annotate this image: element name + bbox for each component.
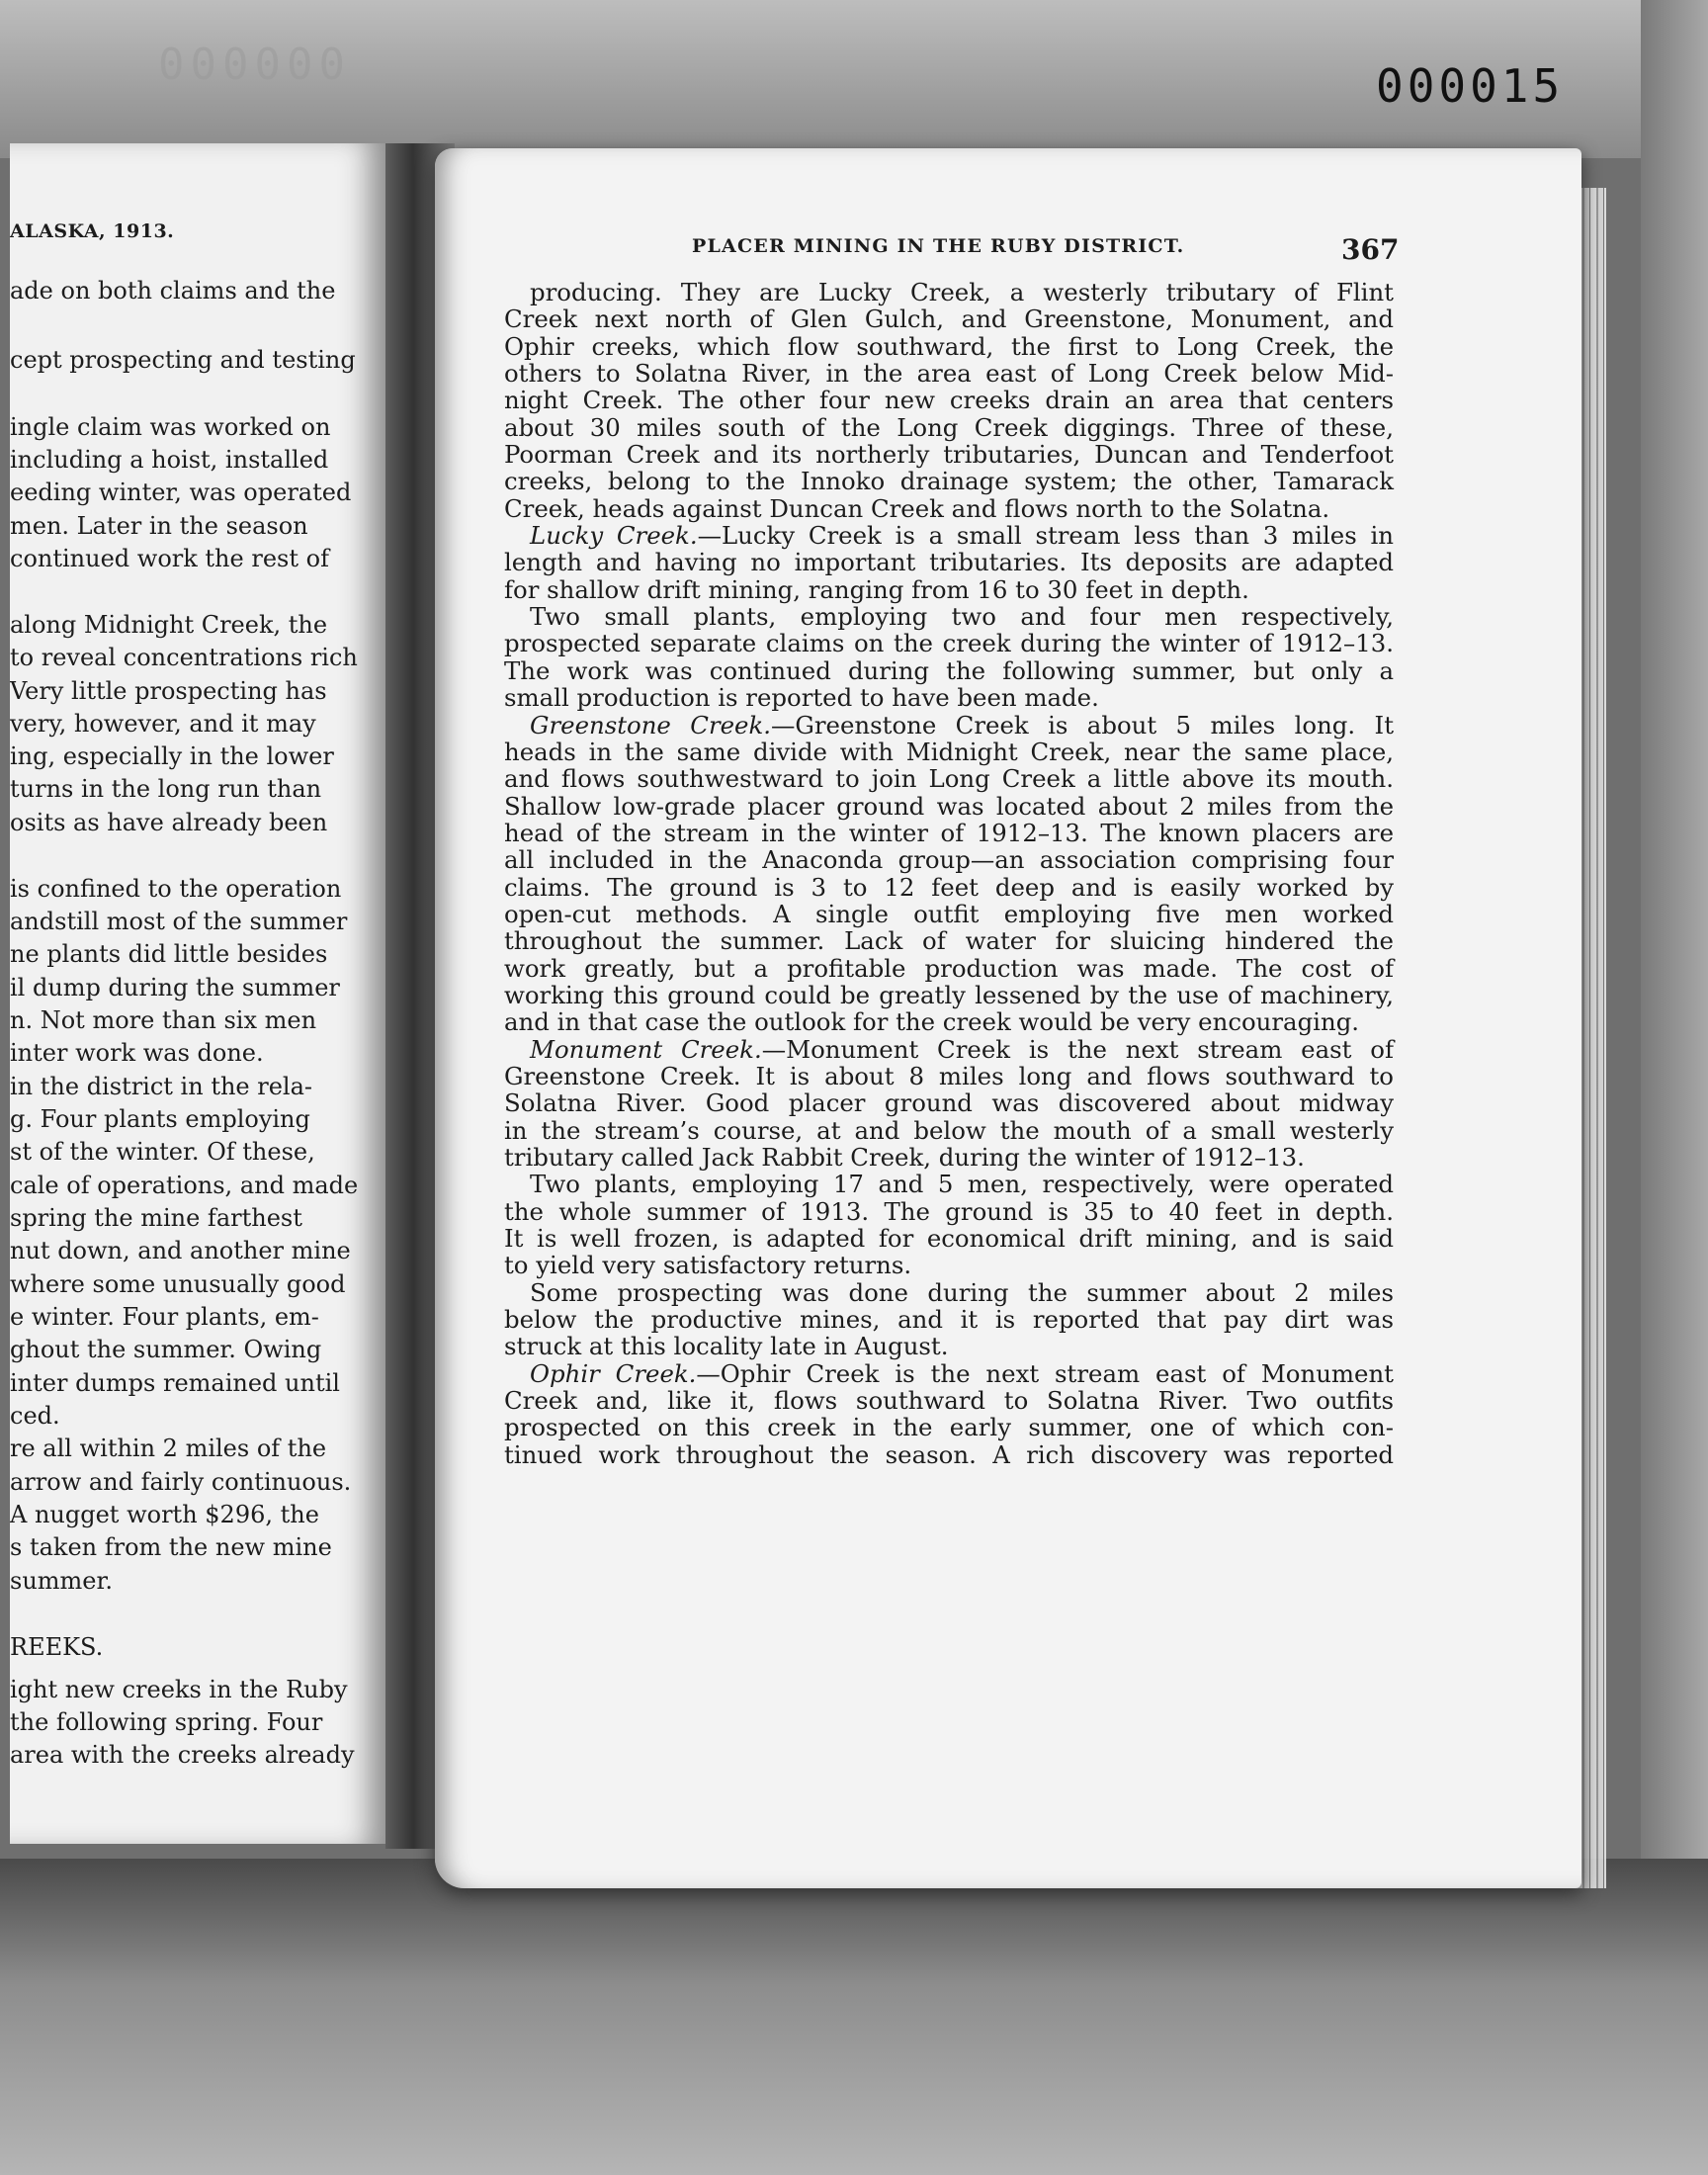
left-page-line: along Midnight Creek, the — [10, 611, 328, 639]
body-text-line — [504, 1441, 1394, 1468]
body-text-line — [504, 765, 1394, 792]
body-text-line — [504, 630, 1394, 656]
body-text-span: work greatly, but a profitable production was made. The cost of — [504, 953, 1394, 983]
body-text-line — [504, 522, 1394, 549]
body-text-span: and flows southwestward to join Long Creek a little above its mouth. — [504, 764, 1394, 794]
body-text-line — [504, 901, 1394, 927]
faint-bleed-through-stamp: 000000 — [158, 40, 351, 90]
body-text-line — [504, 414, 1394, 441]
left-page-line: cale of operations, and made — [10, 1172, 359, 1199]
body-text-line — [504, 333, 1394, 360]
body-text-span: others to Solatna River, in the area east of Long Creek below Mid- — [504, 359, 1394, 389]
body-text-span: The work was continued during the following summer, but only a — [504, 655, 1394, 685]
left-page-line: where some unusually good — [10, 1270, 346, 1298]
body-text-span: It is well frozen, is adapted for economical drift mining, and is said — [504, 1224, 1394, 1254]
body-text-line — [504, 495, 1394, 522]
left-page-line: s taken from the new mine — [10, 1533, 332, 1561]
section-run-in-heading: Lucky Creek. — [530, 521, 698, 551]
left-page-line: summer. — [10, 1567, 113, 1595]
body-text-span: Creek, heads against Duncan Creek and flows north to the Solatna. — [504, 493, 1330, 523]
body-text-span: Ophir creeks, which flow southward, the first to Long Creek, the — [504, 331, 1394, 361]
body-text-span: claims. The ground is 3 to 12 feet deep and is easily worked by — [504, 872, 1394, 902]
body-text-line — [504, 1252, 1394, 1278]
body-text-line — [504, 927, 1394, 954]
body-text-line — [504, 793, 1394, 820]
body-text-line — [504, 955, 1394, 982]
left-page-line: ne plants did little besides — [10, 940, 328, 968]
body-text-span: Shallow low-grade placer ground was located about 2 miles from the — [504, 791, 1394, 821]
body-text-span: creeks, belong to the Innoko drainage system; the other, Tamarack — [504, 467, 1394, 496]
body-text-line — [504, 982, 1394, 1008]
body-text-span: the whole summer of 1913. The ground is 35 to 40 feet in depth. — [504, 1196, 1394, 1226]
left-page-line: in the district in the rela- — [10, 1073, 313, 1100]
body-text-line — [504, 684, 1394, 711]
left-page-line: arrow and fairly continuous. — [10, 1468, 352, 1496]
body-text-line — [504, 305, 1394, 332]
body-text-span: Two plants, employing 17 and 5 men, respectively, were operated — [530, 1170, 1394, 1199]
body-text-span: Some prospecting was done during the summer about 2 miles — [530, 1277, 1394, 1307]
body-text-line — [504, 441, 1394, 468]
body-text-span: open-cut methods. A single outfit employing five men worked — [504, 899, 1394, 928]
body-text-span: Poorman Creek and its northerly tributaries, Duncan and Tenderfoot — [504, 440, 1394, 470]
body-text-span: in the stream’s course, at and below the mouth of a small westerly — [504, 1115, 1394, 1145]
section-run-in-heading: Monument Creek. — [530, 1034, 762, 1064]
body-text-span: Creek next north of Glen Gulch, and Greenstone, Monument, and — [504, 304, 1394, 334]
left-page-line: inter work was done. — [10, 1039, 264, 1067]
body-text-span: heads in the same divide with Midnight Creek, near the same place, — [504, 737, 1394, 766]
left-page-line: g. Four plants employing — [10, 1105, 310, 1133]
body-text-line — [504, 1117, 1394, 1144]
body-text-span: tinued work throughout the season. A rich discovery was reported — [504, 1439, 1394, 1469]
left-page-line: ghout the summer. Owing — [10, 1336, 322, 1363]
running-head: PLACER MINING IN THE RUBY DISTRICT. — [692, 235, 1185, 257]
body-text-span: length and having no important tributaries. Its deposits are adapted — [504, 548, 1394, 577]
body-text-line — [504, 1360, 1394, 1387]
left-page-line: spring the mine farthest — [10, 1204, 302, 1232]
body-text-span: —Greenstone Creek is about 5 miles long. It — [771, 710, 1394, 740]
body-text-line — [504, 279, 1394, 305]
body-text-line — [504, 576, 1394, 603]
left-page-line: e winter. Four plants, em- — [10, 1303, 319, 1331]
body-text-span: throughout the summer. Lack of water for sluicing hindered the — [504, 926, 1394, 956]
body-text-span: Solatna River. Good placer ground was discovered about midway — [504, 1088, 1394, 1118]
left-page-line: re all within 2 miles of the — [10, 1435, 327, 1462]
body-text-line — [504, 739, 1394, 765]
body-text-line — [504, 1144, 1394, 1171]
left-page-line: ingle claim was worked on — [10, 413, 331, 441]
body-text-span: prospected separate claims on the creek during the winter of 1912–13. — [504, 629, 1394, 658]
left-book-page — [10, 143, 385, 1844]
left-page-line: is confined to the operation — [10, 875, 342, 903]
body-text-line — [504, 1089, 1394, 1116]
body-text-span: —Lucky Creek is a small stream less than 3 miles in — [697, 521, 1394, 551]
body-text-span: Creek and, like it, flows southward to Solatna River. Two outfits — [504, 1386, 1394, 1416]
body-text-line — [504, 1414, 1394, 1440]
body-text-span: below the productive mines, and it is reported that pay dirt was — [504, 1305, 1394, 1335]
left-page-line: to reveal concentrations rich — [10, 644, 358, 671]
body-text-line — [504, 468, 1394, 494]
body-text-span: about 30 miles south of the Long Creek diggings. Three of these, — [504, 412, 1394, 442]
body-text-line — [504, 1171, 1394, 1197]
section-run-in-heading: Greenstone Creek. — [530, 710, 772, 740]
scan-background-right — [1641, 0, 1708, 2175]
body-text-line — [504, 820, 1394, 846]
body-text-span: producing. They are Lucky Creek, a westerly tributary of Flint — [530, 278, 1394, 306]
body-text-span: —Ophir Creek is the next stream east of Monument — [696, 1358, 1394, 1388]
body-text-span: tributary called Jack Rabbit Creek, during the winter of 1912–13. — [504, 1143, 1305, 1172]
left-page-line: REEKS. — [10, 1633, 104, 1661]
scan-background-bottom — [0, 1859, 1708, 2175]
body-text-line — [504, 1225, 1394, 1252]
body-text-line — [504, 603, 1394, 630]
body-text-span: to yield very satisfactory returns. — [504, 1251, 912, 1280]
left-page-line: cept prospecting and testing — [10, 346, 356, 374]
left-page-header: ALASKA, 1913. — [10, 220, 175, 242]
left-page-line: ing, especially in the lower — [10, 742, 334, 770]
page-folio-number: 367 — [1341, 233, 1400, 266]
body-text-span: Greenstone Creek. It is about 8 miles long and flows southward to — [504, 1061, 1394, 1090]
body-text-span: working this ground could be greatly lessened by the use of machinery, — [504, 980, 1394, 1009]
left-page-line: the following spring. Four — [10, 1708, 323, 1736]
body-text-line — [504, 549, 1394, 575]
left-page-line: inter dumps remained until — [10, 1369, 340, 1397]
body-text-line — [504, 712, 1394, 739]
left-page-line: continued work the rest of — [10, 545, 329, 572]
body-text-line — [504, 360, 1394, 387]
body-text-span: for shallow drift mining, ranging from 16 to 30 feet in depth. — [504, 574, 1249, 604]
left-page-line: ight new creeks in the Ruby — [10, 1676, 348, 1703]
body-text-span: and in that case the outlook for the creek would be very encouraging. — [504, 1007, 1360, 1037]
body-text-line — [504, 657, 1394, 684]
left-page-line: ced. — [10, 1402, 60, 1430]
left-page-line: il dump during the summer — [10, 974, 340, 1001]
body-text-span: all included in the Anaconda group—an association comprising four — [504, 845, 1394, 875]
body-text-line — [504, 1387, 1394, 1414]
left-page-line: area with the creeks already — [10, 1741, 355, 1769]
left-page-line: including a hoist, installed — [10, 446, 329, 474]
document-stamp-number: 000015 — [1376, 59, 1565, 113]
body-text-line — [504, 1333, 1394, 1359]
body-text-line — [504, 1036, 1394, 1063]
body-text-line — [504, 846, 1394, 873]
body-text-span: head of the stream in the winter of 1912–13. The known placers are — [504, 818, 1394, 847]
body-text-line — [504, 387, 1394, 413]
body-text-span: night Creek. The other four new creeks drain an area that centers — [504, 386, 1394, 415]
left-page-line: eeding winter, was operated — [10, 478, 352, 506]
left-page-line: osits as have already been — [10, 809, 328, 836]
body-text-line — [504, 1279, 1394, 1306]
body-text-span: Two small plants, employing two and four men respectively, — [530, 602, 1394, 632]
right-page-body-text — [504, 279, 1394, 1468]
body-text-line — [504, 1198, 1394, 1225]
left-page-line: andstill most of the summer — [10, 908, 348, 935]
body-text-line — [504, 1306, 1394, 1333]
body-text-line — [504, 874, 1394, 901]
body-text-line — [504, 1063, 1394, 1089]
left-page-line: nut down, and another mine — [10, 1237, 351, 1264]
left-page-line: n. Not more than six men — [10, 1006, 317, 1034]
left-page-line: very, however, and it may — [10, 710, 316, 738]
body-text-line — [504, 1008, 1394, 1035]
section-run-in-heading: Ophir Creek. — [530, 1358, 697, 1388]
left-page-line: st of the winter. Of these, — [10, 1138, 315, 1166]
left-page-line: A nugget worth $296, the — [10, 1501, 319, 1528]
left-page-line: men. Later in the season — [10, 512, 308, 540]
body-text-span: prospected on this creek in the early summer, one of which con- — [504, 1413, 1394, 1442]
body-text-span: struck at this locality late in August. — [504, 1332, 949, 1361]
body-text-span: —Monument Creek is the next stream east of — [761, 1034, 1394, 1064]
left-page-line: ade on both claims and the — [10, 277, 336, 304]
body-text-span: small production is reported to have been made. — [504, 683, 1099, 713]
left-page-line: Very little prospecting has — [10, 677, 327, 705]
left-page-line: turns in the long run than — [10, 775, 322, 803]
